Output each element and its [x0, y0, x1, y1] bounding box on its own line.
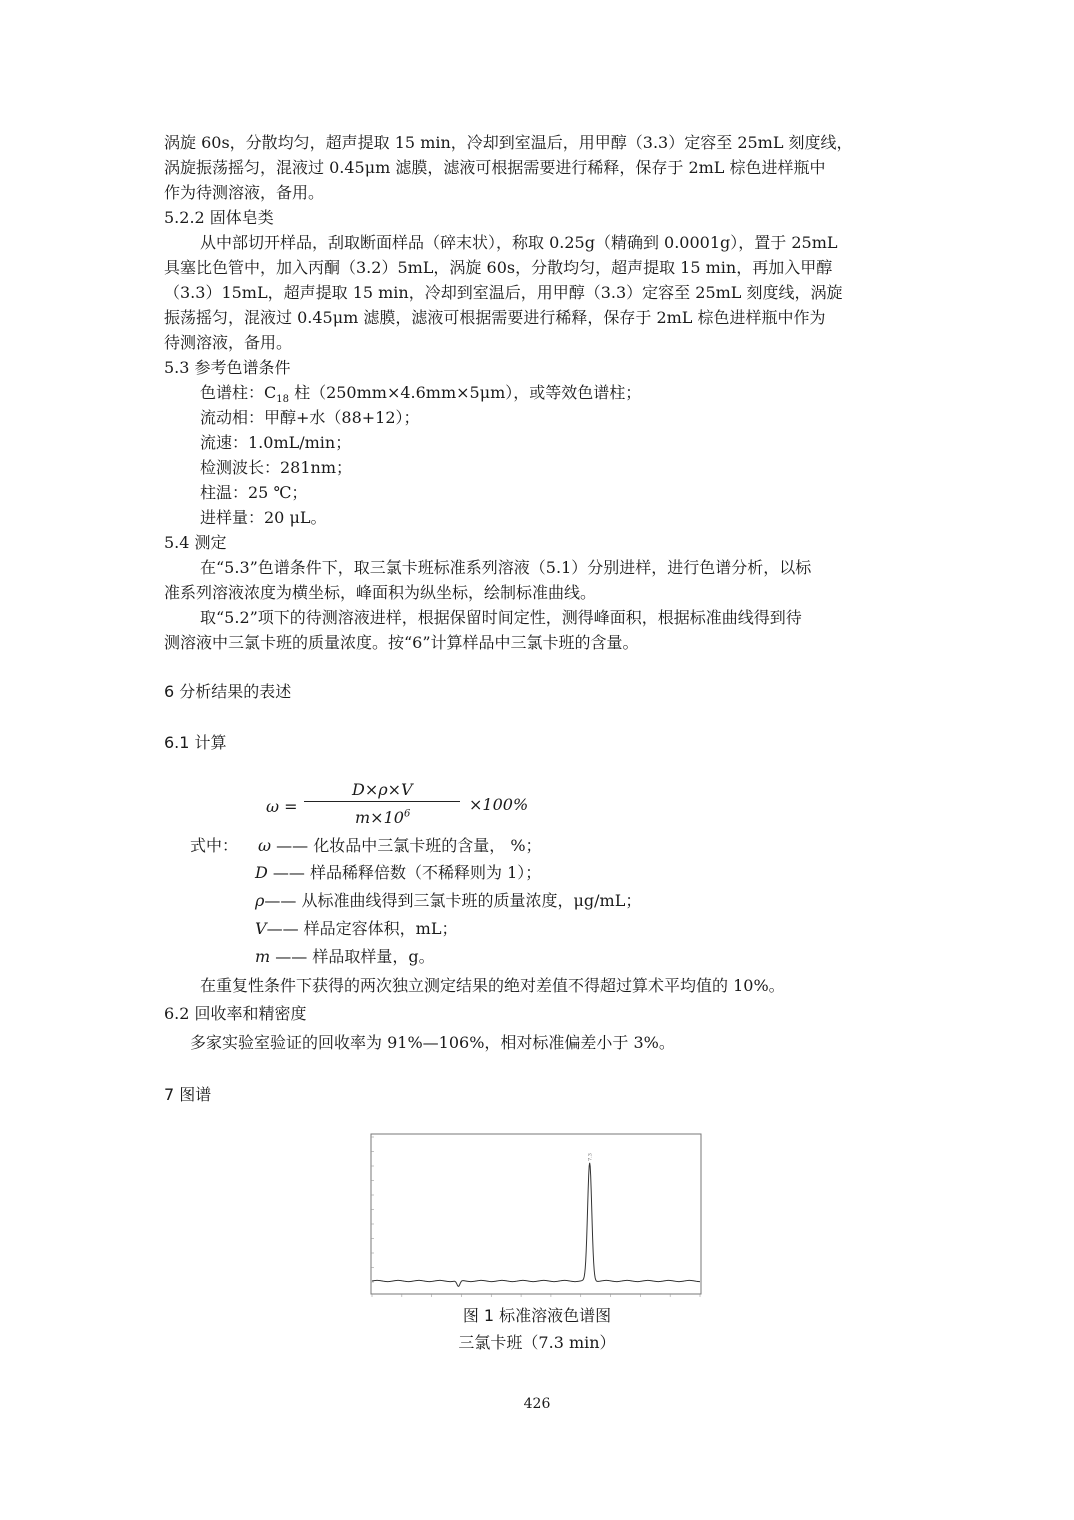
sec522-line2: 具塞比色管中，加入丙酮（3.2）5mL，涡旋 60s，分散均匀，超声提取 15 min，再加入甲醇	[164, 258, 833, 277]
injection-volume: 进样量：20 μL。	[200, 508, 327, 527]
section-522-heading: 5.2.2 固体皂类	[164, 208, 274, 227]
var-v	[255, 917, 457, 941]
peak-label: 7.3	[587, 1153, 594, 1161]
formula-denominator	[355, 806, 410, 830]
var-m	[255, 945, 435, 969]
sec54-line1: 在“5.3”色谱条件下，取三氯卡班标准系列溶液（5.1）分别进样，进行色谱分析，以标	[200, 558, 812, 577]
section-6-heading: 6 分析结果的表述	[164, 682, 292, 701]
where-label: 式中：	[190, 836, 239, 855]
var-symbol: D	[255, 863, 268, 882]
page-number: 426	[523, 1396, 551, 1412]
formula-factor: ×100%	[469, 795, 529, 814]
para1-line1: 涡旋 60s，分散均匀，超声提取 15 min，冷却到室温后，用甲醇（3.3）定容至 25mL 刻度线，	[164, 133, 853, 152]
var-desc: —— 样品稀释倍数（不稀释则为 1）；	[272, 863, 542, 882]
section-62-heading: 6.2 回收率和精密度	[164, 1004, 307, 1023]
repeatability-text: 在重复性条件下获得的两次独立测定结果的绝对差值不得超过算术平均值的 10%。	[200, 976, 785, 995]
section-53-heading: 5.3 参考色谱条件	[164, 358, 291, 377]
sec522-line1: 从中部切开样品，刮取断面样品（碎末状），称取 0.25g（精确到 0.0001g），置于 25mL	[200, 233, 838, 252]
chromatogram-chart	[370, 1133, 702, 1299]
column-temp: 柱温：25 ℃；	[200, 483, 308, 502]
var-omega	[258, 834, 542, 858]
sec54-line3: 取“5.2”项下的待测溶液进样，根据保留时间定性，测得峰面积，根据标准曲线得到待	[200, 608, 802, 627]
var-desc: —— 化妆品中三氯卡班的含量， %；	[276, 836, 542, 855]
formula-numerator: D×ρ×V	[352, 780, 413, 799]
var-symbol: m	[255, 947, 271, 966]
para1-line2: 涡旋振荡摇匀，混液过 0.45μm 滤膜，滤液可根据需要进行稀释，保存于 2mL 棕色进样瓶中	[164, 158, 826, 177]
column-line	[200, 381, 641, 405]
fraction-bar	[304, 801, 460, 802]
chromatogram-trace	[372, 1163, 700, 1287]
figure-subcaption: 三氯卡班（7.3 min）	[458, 1333, 616, 1352]
var-d	[255, 861, 541, 885]
section-61-heading: 6.1 计算	[164, 733, 227, 752]
column-post: 柱（250mm×4.6mm×5μm），或等效色谱柱；	[288, 383, 642, 402]
var-symbol: V	[255, 919, 267, 938]
var-desc: —— 样品取样量，g。	[275, 947, 435, 966]
formula-den-base: m×10	[355, 808, 404, 827]
wavelength: 检测波长：281nm；	[200, 458, 353, 477]
column-pre: 色谱柱：C	[200, 383, 277, 402]
para1-line3: 作为待测溶液，备用。	[164, 183, 325, 202]
var-desc: —— 样品定容体积，mL；	[266, 919, 458, 938]
mobile-phase: 流动相：甲醇+水（88+12）；	[200, 408, 420, 427]
flow-rate: 流速：1.0mL/min；	[200, 433, 352, 452]
recovery-text: 多家实验室验证的回收率为 91%—106%，相对标准偏差小于 3%。	[190, 1033, 675, 1052]
chart-frame	[371, 1134, 701, 1294]
var-symbol: ρ	[255, 891, 265, 910]
var-symbol: ω	[258, 836, 272, 855]
formula-lhs: ω =	[266, 797, 298, 816]
var-rho	[255, 889, 641, 913]
column-sub: 18	[276, 394, 289, 406]
sec54-line2: 准系列溶液浓度为横坐标，峰面积为纵坐标，绘制标准曲线。	[164, 583, 597, 602]
var-desc: —— 从标准曲线得到三氯卡班的质量浓度，μg/mL；	[264, 891, 642, 910]
section-7-heading: 7 图谱	[164, 1085, 212, 1104]
formula-den-sup: 6	[403, 808, 411, 820]
figure-caption: 图 1 标准溶液色谱图	[462, 1306, 612, 1325]
sec522-line3: （3.3）15mL，超声提取 15 min，冷却到室温后，用甲醇（3.3）定容至 25mL 刻度线，涡旋	[164, 283, 843, 302]
sec54-line4: 测溶液中三氯卡班的质量浓度。按“6”计算样品中三氯卡班的含量。	[164, 633, 639, 652]
sec522-line4: 振荡摇匀，混液过 0.45μm 滤膜，滤液可根据需要进行稀释，保存于 2mL 棕色进样瓶中作为	[164, 308, 826, 327]
sec522-line5: 待测溶液，备用。	[164, 333, 293, 352]
section-54-heading: 5.4 测定	[164, 533, 227, 552]
